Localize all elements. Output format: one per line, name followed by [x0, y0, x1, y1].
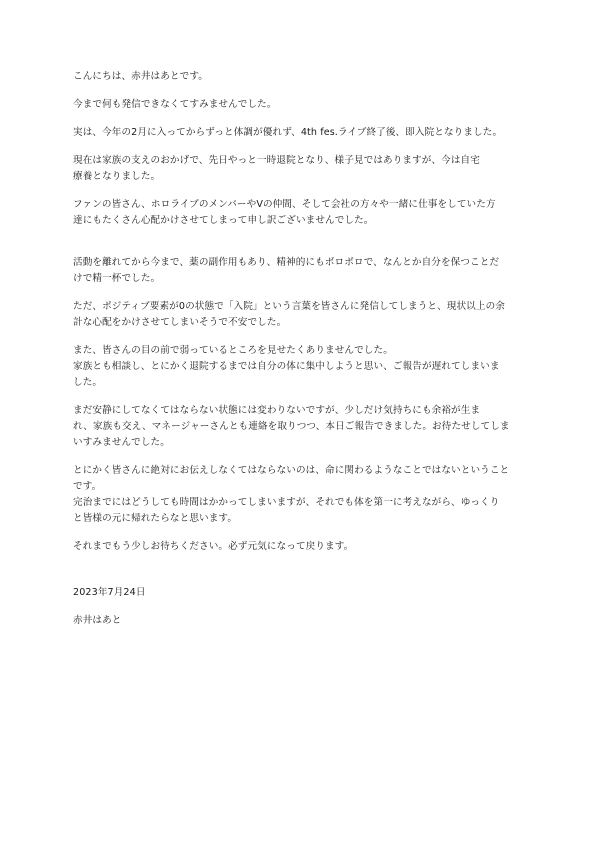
- hospitalization-paragraph: 実は、今年の2月に入ってからずっと体調が優れず、4th fes.ライブ終了後、即入院となりました。: [73, 127, 503, 138]
- letter-signature: 赤井はあと: [73, 615, 122, 626]
- letter-body: [73, 69, 543, 629]
- letter-date: 2023年7月24日: [73, 587, 146, 598]
- not-life-threatening-paragraph: とにかく皆さんに絶対にお伝えしなくてはならないのは、命に関わるようなことではないということ です。 完治までにはどうしても時間はかかってしまいますが、それでも体を第一に考えながら、ゆっくり と皆様の元に帰れたらなと思います。: [73, 465, 510, 524]
- closing-paragraph: それまでもう少しお待ちください。必ず元気になって戻ります。: [73, 541, 354, 552]
- activity-paragraph: 活動を離れてから今まで、薬の副作用もあり、精神的にもボロボロで、なんとか自分を保つことだ けで精一杯でした。: [73, 257, 500, 284]
- current-status-paragraph: 現在は家族の支えのおかげで、先日やっと一時退院となり、様子見ではありますが、今は自宅 療養となりました。: [73, 155, 480, 182]
- fans-apology-paragraph: ファンの皆さん、ホロライブのメンバーやVの仲間、そして会社の方々や一緒に仕事をしていた方 達にもたくさん心配かけさせてしまって申し訳ございませんでした。: [73, 199, 496, 226]
- greeting-paragraph: こんにちは、赤井はあとです。: [73, 71, 208, 82]
- apology-paragraph: 今まで何も発信できなくてすみませんでした。: [73, 99, 277, 110]
- positive-element-paragraph: ただ、ポジティブ要素が0の状態で「入院」という言葉を皆さんに発信してしまうと、現状以上の余 計な心配をかけさせてしまいそうで不安でした。: [73, 301, 505, 328]
- recovery-paragraph: まだ安静にしてなくてはならない状態には変わりないですが、少しだけ気持ちにも余裕が生ま れ、家族も交え、マネージャーさんとも連絡を取りつつ、本日ご報告できました。お待たせしてしま いすみませんでした。: [73, 405, 510, 448]
- weakness-paragraph: また、皆さんの目の前で弱っているところを見せたくありませんでした。 家族とも相談し、とにかく退院するまでは自分の体に集中しようと思い、ご報告が遅れてしまいま した。: [73, 345, 500, 388]
